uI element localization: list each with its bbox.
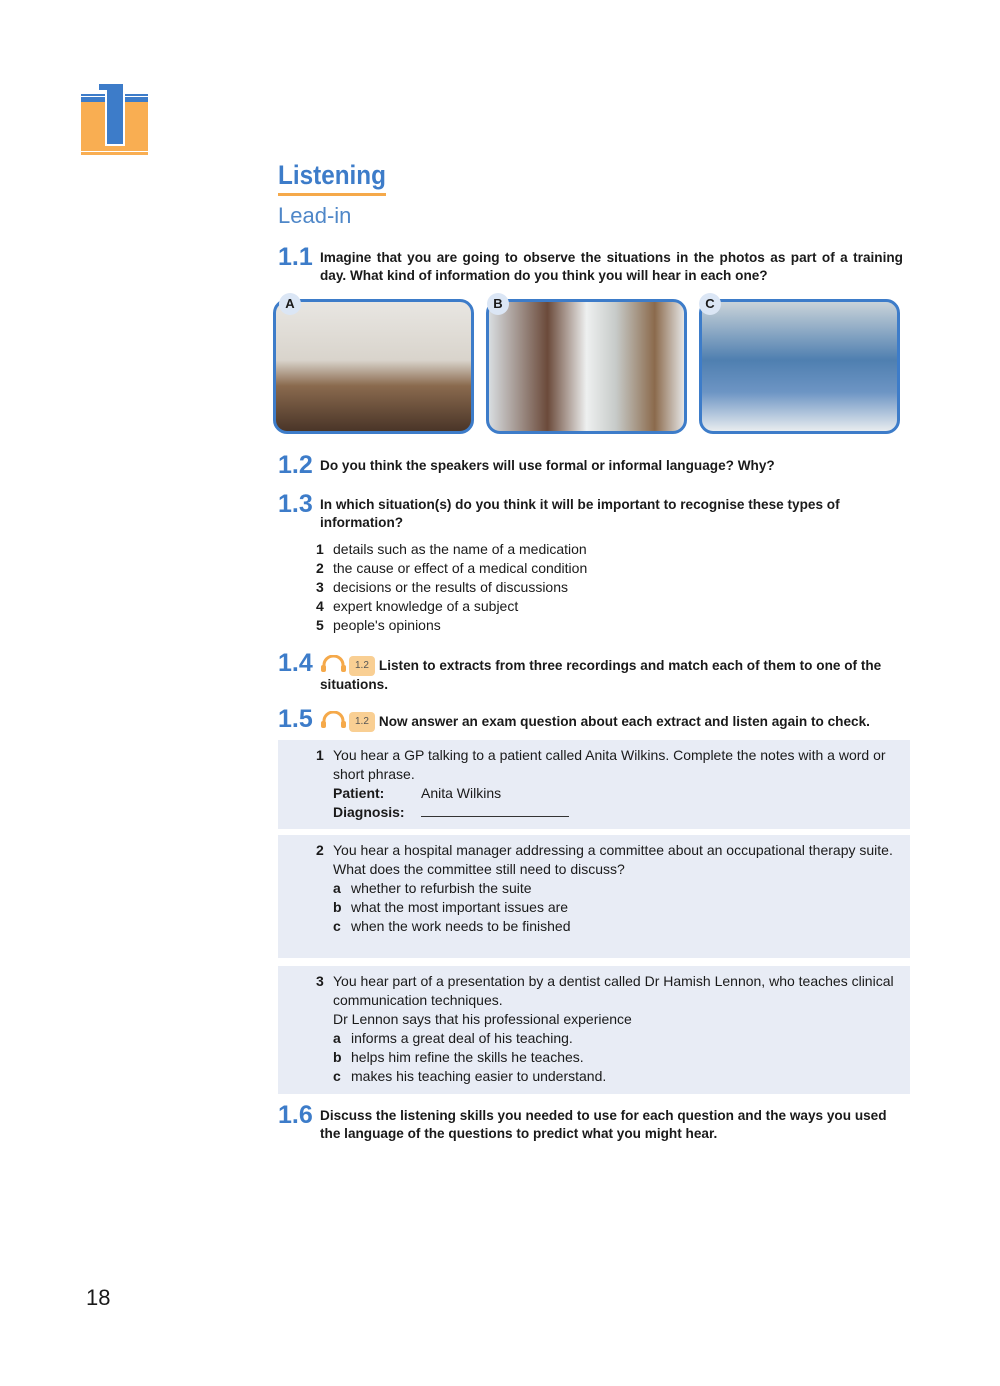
question-number: 1 [316,747,324,763]
section-subtitle: Lead-in [278,203,352,228]
question-prompt: What does the committee still need to discuss? [333,861,625,877]
information-types-list [316,540,587,635]
photo-label-b: B [487,293,509,315]
headphones-icon [320,655,347,672]
list-item: 5 people's opinions [316,617,441,633]
question-number: 2 [316,842,324,858]
exercise-1-2 [278,451,903,479]
photo-c-meeting [699,299,900,434]
exercise-1-6 [278,1101,903,1143]
page-number: 18 [86,1285,111,1310]
exercise-1-4 [278,649,903,694]
exercise-text: Now answer an exam question about each extract and listen again to check. [378,714,870,729]
photo-label-c: C [699,293,721,315]
option-b[interactable]: b helps him refine the skills he teaches. [333,1049,584,1065]
exercise-number: 1.5 [278,705,313,733]
diagnosis-blank[interactable] [421,803,569,817]
exercise-text: Discuss the listening skills you needed to use for each question and the ways you used the language of the questions to predict what you might hear. [320,1108,887,1141]
photo-label-a: A [279,293,301,315]
question-text: You hear a hospital manager addressing a committee about an occupational therapy suite. [333,842,893,858]
question-text: You hear a GP talking to a patient called Anita Wilkins. Complete the notes with a word or short phrase. [333,747,886,782]
unit-1-logo [81,84,148,157]
patient-label: Patient: [333,785,385,801]
option-c[interactable]: c makes his teaching easier to understand. [333,1068,607,1084]
headphones-icon [320,711,347,728]
exercise-text: In which situation(s) do you think it will be important to recognise these types of information? [320,497,840,530]
question-number: 3 [316,973,324,989]
option-c[interactable]: c when the work needs to be finished [333,918,571,934]
photo-a-lecture [273,299,474,434]
exercise-text: Imagine that you are going to observe the situations in the photos as part of a training day. What kind of information do you think you will hear in each one? [320,250,903,283]
exercise-number: 1.6 [278,1101,313,1129]
list-item: 1 details such as the name of a medication [316,541,587,557]
exercise-1-3 [278,490,903,532]
exercise-text: Do you think the speakers will use formal or informal language? Why? [320,458,775,473]
question-2-box [278,835,910,958]
exercise-number: 1.1 [278,243,313,271]
option-a[interactable]: a informs a great deal of his teaching. [333,1030,573,1046]
photo-row [273,296,901,434]
question-1-box [278,740,910,829]
audio-track-badge[interactable]: 1.2 [349,656,375,676]
exercise-text: Listen to extracts from three recordings and match each of them to one of the situations. [320,658,882,692]
diagnosis-label: Diagnosis: [333,804,405,820]
exercise-number: 1.4 [278,649,313,677]
question-prompt: Dr Lennon says that his professional experience [333,1011,632,1027]
audio-track-badge[interactable]: 1.2 [349,712,375,732]
list-item: 3 decisions or the results of discussions [316,579,568,595]
exercise-number: 1.2 [278,451,313,479]
question-3-box [278,966,910,1094]
list-item: 4 expert knowledge of a subject [316,598,519,614]
option-b[interactable]: b what the most important issues are [333,899,569,915]
list-item: 2 the cause or effect of a medical condition [316,560,588,576]
section-title: Listening [278,160,386,196]
question-text: You hear part of a presentation by a dentist called Dr Hamish Lennon, who teaches clinical communication techniques. [333,973,894,1008]
option-a[interactable]: a whether to refurbish the suite [333,880,532,896]
exercise-1-5 [278,705,903,733]
patient-value: Anita Wilkins [421,785,502,801]
exercise-1-1 [278,243,903,285]
photo-b-consultation [486,299,687,434]
exercise-number: 1.3 [278,490,313,518]
